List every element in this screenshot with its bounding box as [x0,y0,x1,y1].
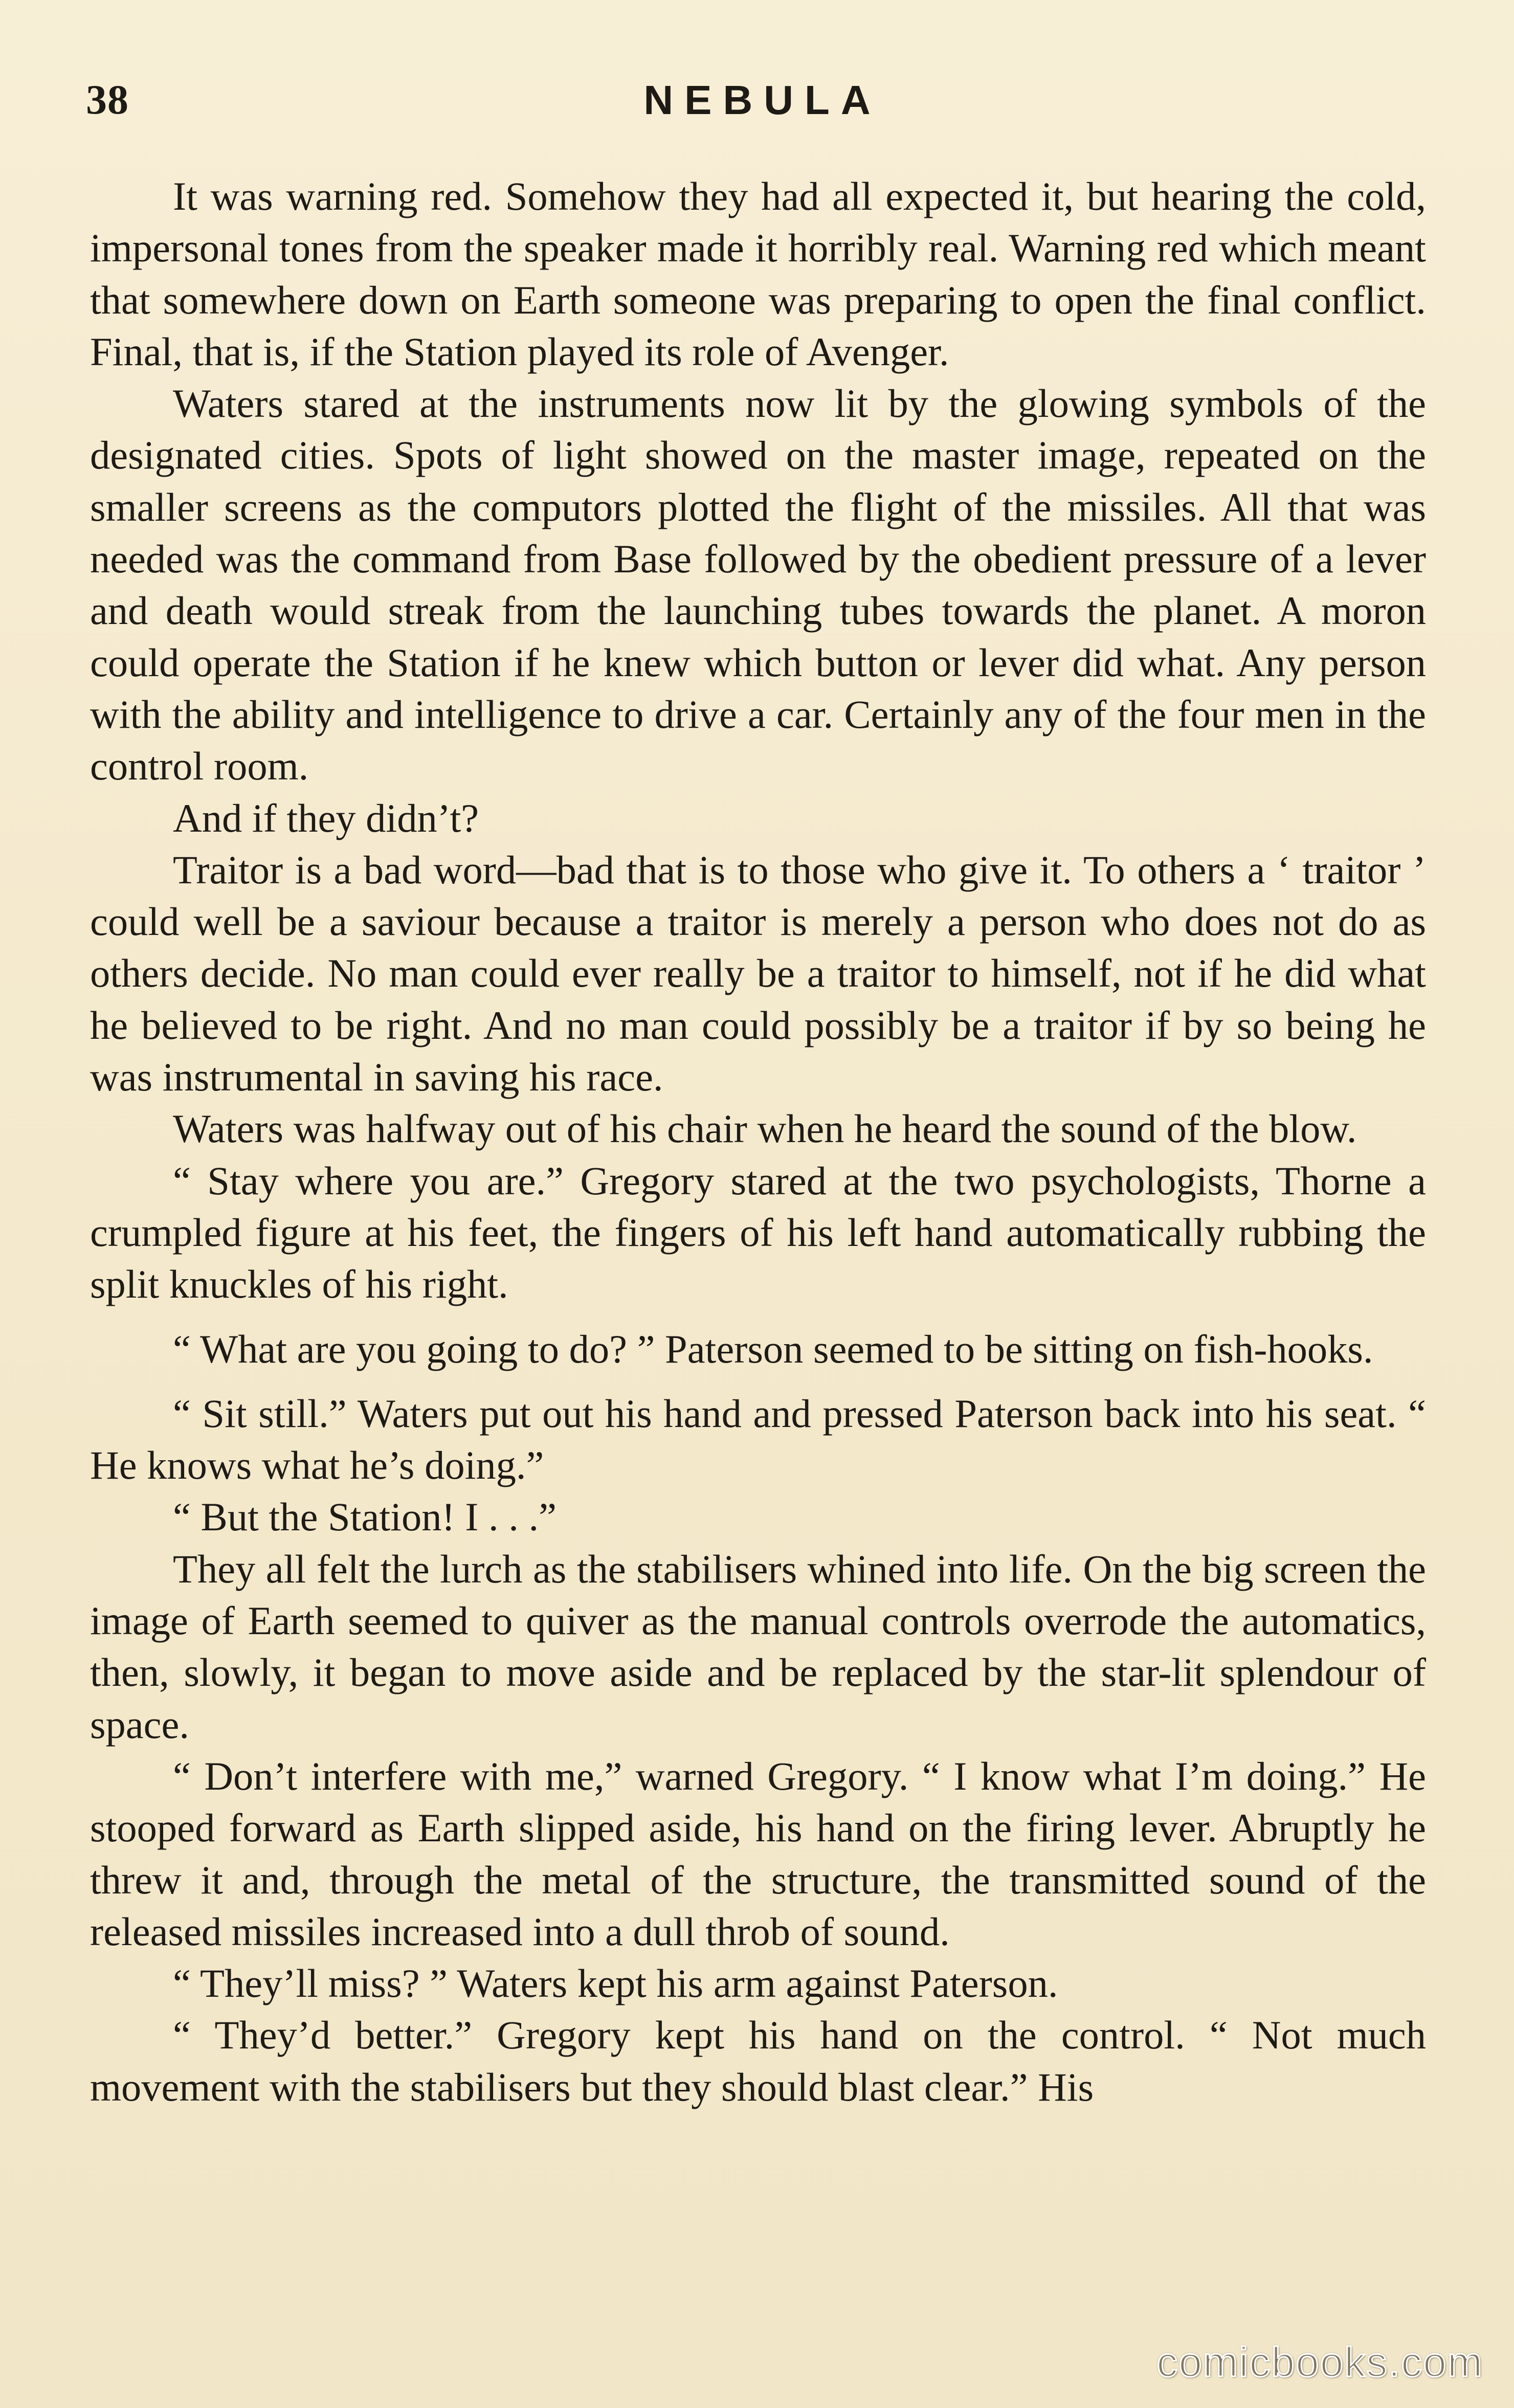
paragraph: And if they didn’t? [173,795,479,840]
paragraph: “ They’ll miss? ” Waters kept his arm against Paterson. [173,1961,1058,2006]
page-number: 38 [86,76,129,123]
paragraph: It was warning red. Somehow they had all expected it, but hearing the cold, impersonal tones from the speaker made it horribly real. Warning red which meant that somewhere down on Earth someone was preparing to open the final conflict. Final, that is, if the Station played its role of Avenger. [90,174,1426,374]
watermark: comicbooks.com [1156,2339,1483,2385]
text-block [90,170,1426,2113]
paragraph: “ Sit still.” Waters put out his hand and pressed Paterson back into his seat. “ He knows what he’s doing.” [90,1391,1426,1488]
paragraph: “ They’d better.” Gregory kept his hand on the control. “ Not much movement with the stabilisers but they should blast clear.” His [90,2013,1426,2109]
paragraph: They all felt the lurch as the stabilisers whined into life. On the big screen the image of Earth seemed to quiver as the manual controls overrode the automatics, then, slowly, it began to move aside and be replaced by the star-lit splendour of space. [90,1546,1426,1747]
paragraph: “ What are you going to do? ” Paterson seemed to be sitting on fish-hooks. [173,1326,1373,1371]
paragraph: “ But the Station! I . . .” [173,1495,556,1540]
running-title: NEBULA [643,77,882,123]
paragraph: Waters was halfway out of his chair when he heard the sound of the blow. [173,1106,1357,1151]
paragraph: Traitor is a bad word—bad that is to those who give it. To others a ‘ traitor ’ could well be a saviour because a traitor is merely a person who does not do as others decide. No man could ever really be a traitor to himself, not if he did what he believed to be right. And no man could possibly be a traitor if by so being he was instrumental in saving his race. [90,847,1426,1100]
paragraph: Waters stared at the instruments now lit by the glowing symbols of the designated cities. Spots of light showed on the master image, repeated on the smaller screens as the computors plotted the flight of the missiles. All that was needed was the command from Base followed by the obedient pressure of a lever and death would streak from the launching tubes towards the planet. A moron could operate the Station if he knew which button or lever did what. Any person with the ability and intelligence to drive a car. Certainly any of the four men in the control room. [90,381,1426,789]
paragraph: “ Stay where you are.” Gregory stared at the two psychologists, Thorne a crumpled figure at his feet, the fingers of his left hand automatically rubbing the split knuckles of his right. [90,1158,1426,1307]
paragraph: “ Don’t interfere with me,” warned Gregory. “ I know what I’m doing.” He stooped forward as Earth slipped aside, his hand on the firing lever. Abruptly he threw it and, through the metal of the structure, the transmitted sound of the released missiles increased into a dull throb of sound. [90,1753,1426,1954]
